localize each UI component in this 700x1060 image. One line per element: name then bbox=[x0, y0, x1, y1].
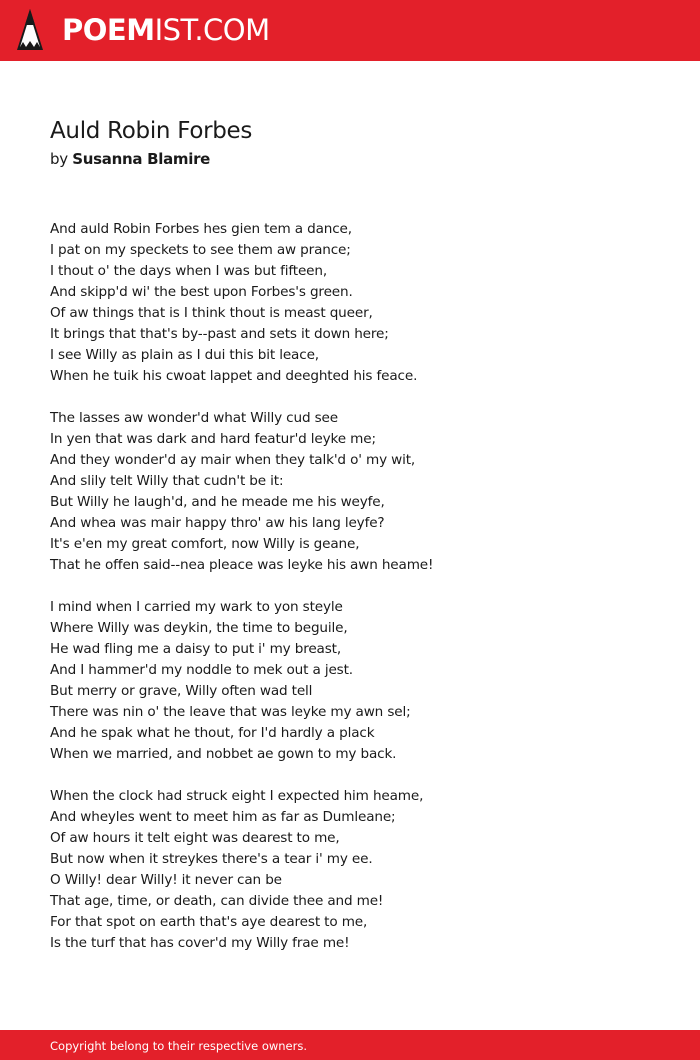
poem-line: There was nin o' the leave that was leyke my awn sel; bbox=[50, 704, 411, 720]
poem-line: I pat on my speckets to see them aw prance; bbox=[50, 242, 351, 258]
byline bbox=[50, 148, 210, 170]
site-logo[interactable] bbox=[62, 11, 270, 49]
poem-line: The lasses aw wonder'd what Willy cud see bbox=[50, 410, 338, 426]
poem-line: When the clock had struck eight I expected him heame, bbox=[50, 788, 424, 804]
poem-line: He wad fling me a daisy to put i' my breast, bbox=[50, 641, 342, 657]
stanza bbox=[50, 786, 650, 954]
poem-line: When we married, and nobbet ae gown to my back. bbox=[50, 746, 397, 762]
copyright-notice: Copyright belong to their respective owners. bbox=[50, 1039, 308, 1053]
poem-line: For that spot on earth that's aye dearest to me, bbox=[50, 914, 368, 930]
site-footer bbox=[0, 1030, 700, 1060]
poem-title: Auld Robin Forbes bbox=[50, 118, 253, 144]
poem-line: But Willy he laugh'd, and he meade me his weyfe, bbox=[50, 494, 385, 510]
poem-line: And I hammer'd my noddle to mek out a jest. bbox=[50, 662, 353, 678]
site-header bbox=[0, 0, 700, 61]
poem-line: O Willy! dear Willy! it never can be bbox=[50, 872, 282, 888]
poem-line: That he offen said--nea pleace was leyke his awn heame! bbox=[50, 557, 434, 573]
poem-line: In yen that was dark and hard featur'd leyke me; bbox=[50, 431, 376, 447]
stanza bbox=[50, 597, 650, 765]
poem-line: That age, time, or death, can divide thee and me! bbox=[50, 893, 384, 909]
poem-line: And they wonder'd ay mair when they talk'd o' my wit, bbox=[50, 452, 416, 468]
poem-line: It brings that that's by--past and sets it down here; bbox=[50, 326, 389, 342]
poem-line: Where Willy was deykin, the time to beguile, bbox=[50, 620, 348, 636]
poem-line: Of aw hours it telt eight was dearest to me, bbox=[50, 830, 340, 846]
poem-line: But merry or grave, Willy often wad tell bbox=[50, 683, 313, 699]
byline-prefix: by bbox=[50, 150, 68, 168]
poem-line: I mind when I carried my wark to yon steyle bbox=[50, 599, 343, 615]
poem-line: And auld Robin Forbes hes gien tem a dance, bbox=[50, 221, 352, 237]
poem-line: Is the turf that has cover'd my Willy frae me! bbox=[50, 935, 350, 951]
stanza bbox=[50, 408, 650, 576]
poem-line: Of aw things that is I think thout is meast queer, bbox=[50, 305, 373, 321]
pencil-tip-icon[interactable] bbox=[17, 9, 43, 51]
logo-text-light: IST.COM bbox=[154, 13, 270, 47]
poem-line: And skipp'd wi' the best upon Forbes's green. bbox=[50, 284, 353, 300]
poem-line: I see Willy as plain as I dui this bit leace, bbox=[50, 347, 319, 363]
poem-line: It's e'en my great comfort, now Willy is geane, bbox=[50, 536, 360, 552]
poem-line: And wheyles went to meet him as far as Dumleane; bbox=[50, 809, 396, 825]
poem-line: And whea was mair happy thro' aw his lang leyfe? bbox=[50, 515, 385, 531]
logo-text-bold: POEM bbox=[62, 13, 155, 47]
stanza bbox=[50, 219, 650, 387]
poem-line: And he spak what he thout, for I'd hardly a plack bbox=[50, 725, 375, 741]
poem-line: I thout o' the days when I was but fifteen, bbox=[50, 263, 328, 279]
poem-line: And slily telt Willy that cudn't be it: bbox=[50, 473, 284, 489]
poem-body bbox=[50, 219, 650, 975]
poem-line: But now when it streykes there's a tear i' my ee. bbox=[50, 851, 373, 867]
poem-line: When he tuik his cwoat lappet and deeghted his feace. bbox=[50, 368, 418, 384]
author-name: Susanna Blamire bbox=[72, 150, 211, 168]
